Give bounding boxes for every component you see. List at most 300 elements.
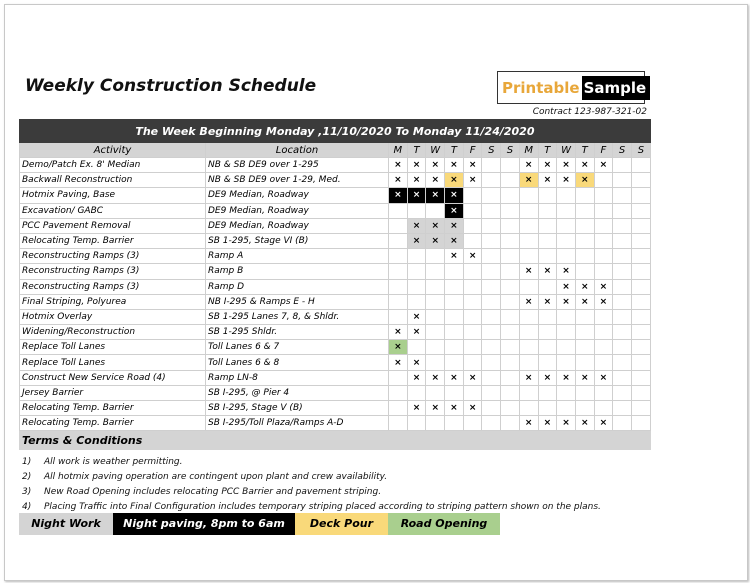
day-cell: [519, 203, 538, 218]
day-cell: [538, 355, 557, 370]
day-cell: [538, 233, 557, 248]
location-cell: SB I-295/Toll Plaza/Ramps A-D: [206, 416, 389, 431]
day-cell: [501, 294, 520, 309]
day-cell: ×: [389, 325, 408, 340]
day-cell: [575, 218, 594, 233]
day-cell: [575, 355, 594, 370]
day-cell: [613, 233, 632, 248]
day-column-header: W: [426, 143, 445, 158]
day-cell: [501, 233, 520, 248]
day-cell: [501, 264, 520, 279]
day-cell: ×: [407, 218, 426, 233]
day-cell: ×: [426, 401, 445, 416]
location-cell: Toll Lanes 6 & 8: [206, 355, 389, 370]
day-cell: ×: [463, 401, 482, 416]
day-cell: [575, 340, 594, 355]
day-cell: [445, 355, 464, 370]
day-cell: [389, 294, 408, 309]
table-row: [20, 401, 651, 416]
day-cell: [501, 385, 520, 400]
day-cell: ×: [519, 158, 538, 173]
activity-cell: Replace Toll Lanes: [20, 340, 206, 355]
day-cell: [501, 355, 520, 370]
day-cell: [613, 340, 632, 355]
day-column-header: S: [631, 143, 650, 158]
day-cell: [631, 158, 650, 173]
day-column-header: S: [613, 143, 632, 158]
day-cell: [613, 355, 632, 370]
day-cell: [538, 340, 557, 355]
activity-cell: Jersey Barrier: [20, 385, 206, 400]
column-header-row: [20, 143, 651, 158]
day-cell: [594, 355, 613, 370]
day-cell: [594, 340, 613, 355]
day-cell: [519, 249, 538, 264]
day-cell: [389, 249, 408, 264]
day-cell: [613, 401, 632, 416]
day-column-header: T: [445, 143, 464, 158]
day-cell: [575, 309, 594, 324]
day-cell: [482, 264, 501, 279]
terms-item-number: 4): [22, 502, 32, 512]
day-cell: [463, 279, 482, 294]
day-cell: [519, 188, 538, 203]
day-cell: [519, 279, 538, 294]
day-cell: [613, 416, 632, 431]
day-cell: ×: [445, 249, 464, 264]
day-cell: [557, 249, 576, 264]
day-cell: [631, 294, 650, 309]
day-cell: [482, 401, 501, 416]
day-cell: [426, 264, 445, 279]
day-cell: [519, 325, 538, 340]
location-cell: SB 1-295 Shldr.: [206, 325, 389, 340]
location-cell: DE9 Median, Roadway: [206, 218, 389, 233]
contract-number: Contract 123-987-321-02: [532, 107, 647, 117]
day-cell: [557, 401, 576, 416]
day-cell: [389, 385, 408, 400]
day-cell: [501, 158, 520, 173]
day-cell: ×: [426, 233, 445, 248]
day-cell: ×: [594, 279, 613, 294]
day-cell: [613, 325, 632, 340]
day-cell: ×: [426, 173, 445, 188]
location-cell: NB & SB DE9 over 1-29, Med.: [206, 173, 389, 188]
day-column-header: M: [519, 143, 538, 158]
activity-cell: Relocating Temp. Barrier: [20, 416, 206, 431]
day-cell: [407, 203, 426, 218]
day-cell: [631, 188, 650, 203]
day-cell: [613, 294, 632, 309]
day-cell: ×: [407, 325, 426, 340]
day-cell: [482, 294, 501, 309]
day-cell: [463, 203, 482, 218]
day-cell: [575, 203, 594, 218]
terms-item-text: All work is weather permitting.: [44, 457, 183, 467]
table-row: [20, 309, 651, 324]
day-cell: [575, 249, 594, 264]
day-cell: [557, 355, 576, 370]
table-row: [20, 416, 651, 431]
day-cell: [407, 385, 426, 400]
day-cell: ×: [389, 173, 408, 188]
activity-cell: Relocating Temp. Barrier: [20, 233, 206, 248]
day-cell: [519, 355, 538, 370]
day-cell: ×: [519, 294, 538, 309]
day-cell: ×: [407, 158, 426, 173]
table-row: [20, 355, 651, 370]
day-cell: [501, 188, 520, 203]
day-cell: [594, 173, 613, 188]
day-cell: [613, 173, 632, 188]
table-row: [20, 264, 651, 279]
day-cell: ×: [426, 158, 445, 173]
activity-cell: Hotmix Paving, Base: [20, 188, 206, 203]
day-cell: [557, 385, 576, 400]
day-cell: ×: [575, 158, 594, 173]
location-cell: Ramp A: [206, 249, 389, 264]
day-column-header: S: [501, 143, 520, 158]
day-cell: [501, 370, 520, 385]
day-cell: ×: [557, 294, 576, 309]
day-cell: [575, 233, 594, 248]
day-cell: ×: [445, 401, 464, 416]
day-cell: [613, 203, 632, 218]
day-cell: [445, 416, 464, 431]
day-cell: ×: [575, 173, 594, 188]
day-cell: [519, 309, 538, 324]
location-cell: DE9 Median, Roadway: [206, 188, 389, 203]
activity-cell: Demo/Patch Ex. 8' Median: [20, 158, 206, 173]
day-cell: [482, 416, 501, 431]
day-cell: [594, 385, 613, 400]
day-cell: [426, 340, 445, 355]
day-cell: [407, 294, 426, 309]
legend: [19, 513, 500, 535]
day-cell: [594, 325, 613, 340]
day-cell: [482, 325, 501, 340]
day-cell: [538, 385, 557, 400]
table-row: [20, 158, 651, 173]
day-cell: ×: [445, 158, 464, 173]
day-cell: [501, 218, 520, 233]
day-column-header: F: [463, 143, 482, 158]
day-cell: ×: [538, 370, 557, 385]
day-cell: [389, 233, 408, 248]
activity-column-header: Activity: [20, 143, 206, 158]
day-cell: [463, 218, 482, 233]
location-cell: SB I-295, @ Pier 4: [206, 385, 389, 400]
location-cell: Toll Lanes 6 & 7: [206, 340, 389, 355]
day-cell: [575, 385, 594, 400]
day-cell: [426, 385, 445, 400]
week-header: The Week Beginning Monday ,11/10/2020 To Monday 11/24/2020: [20, 120, 651, 143]
day-cell: ×: [594, 416, 613, 431]
activity-cell: Reconstructing Ramps (3): [20, 279, 206, 294]
day-cell: [426, 203, 445, 218]
day-cell: [407, 249, 426, 264]
legend-item: Deck Pour: [295, 513, 388, 535]
day-column-header: T: [575, 143, 594, 158]
day-cell: [631, 385, 650, 400]
day-cell: [463, 416, 482, 431]
day-cell: [463, 233, 482, 248]
table-row: [20, 370, 651, 385]
day-cell: ×: [557, 264, 576, 279]
day-cell: [501, 325, 520, 340]
legend-item: Road Opening: [388, 513, 500, 535]
day-cell: ×: [538, 173, 557, 188]
terms-item: [22, 485, 601, 500]
day-cell: [613, 188, 632, 203]
activity-cell: Reconstructing Ramps (3): [20, 264, 206, 279]
day-cell: [613, 264, 632, 279]
day-cell: [519, 340, 538, 355]
day-cell: [575, 325, 594, 340]
day-cell: ×: [557, 279, 576, 294]
day-column-header: S: [482, 143, 501, 158]
day-cell: [482, 370, 501, 385]
day-cell: ×: [426, 370, 445, 385]
day-cell: [631, 203, 650, 218]
day-cell: ×: [575, 416, 594, 431]
day-cell: ×: [538, 158, 557, 173]
schedule-body: [20, 158, 651, 431]
day-cell: [501, 203, 520, 218]
day-cell: [613, 218, 632, 233]
day-cell: [463, 340, 482, 355]
table-row: [20, 218, 651, 233]
day-cell: [501, 173, 520, 188]
day-cell: [594, 401, 613, 416]
day-cell: [389, 401, 408, 416]
day-cell: [538, 309, 557, 324]
day-cell: [519, 233, 538, 248]
location-cell: SB 1-295 Lanes 7, 8, & Shldr.: [206, 309, 389, 324]
location-cell: SB 1-295, Stage VI (B): [206, 233, 389, 248]
table-row: [20, 173, 651, 188]
day-cell: [631, 218, 650, 233]
day-cell: [519, 401, 538, 416]
day-cell: ×: [407, 355, 426, 370]
day-cell: [575, 188, 594, 203]
day-cell: ×: [426, 188, 445, 203]
day-cell: [482, 173, 501, 188]
day-cell: [613, 279, 632, 294]
location-cell: DE9 Median, Roadway: [206, 203, 389, 218]
day-cell: ×: [519, 173, 538, 188]
day-cell: ×: [519, 416, 538, 431]
day-cell: [426, 279, 445, 294]
activity-cell: PCC Pavement Removal: [20, 218, 206, 233]
printable-sample-logo: [497, 71, 645, 104]
day-cell: [445, 309, 464, 324]
day-cell: [389, 370, 408, 385]
day-cell: [426, 355, 445, 370]
day-cell: [575, 264, 594, 279]
table-row: [20, 233, 651, 248]
day-cell: [482, 355, 501, 370]
day-cell: ×: [463, 173, 482, 188]
day-cell: ×: [407, 233, 426, 248]
table-row: [20, 340, 651, 355]
day-cell: ×: [519, 370, 538, 385]
day-cell: [538, 325, 557, 340]
day-cell: [538, 279, 557, 294]
day-cell: [631, 401, 650, 416]
day-cell: [613, 309, 632, 324]
day-cell: [501, 416, 520, 431]
terms-item-number: 1): [22, 457, 32, 467]
day-cell: [482, 279, 501, 294]
terms-item-number: 2): [22, 472, 32, 482]
day-cell: [463, 294, 482, 309]
page-title: Weekly Construction Schedule: [25, 76, 317, 96]
location-cell: NB & SB DE9 over 1-295: [206, 158, 389, 173]
day-cell: ×: [575, 279, 594, 294]
day-cell: [426, 249, 445, 264]
location-cell: SB I-295, Stage V (B): [206, 401, 389, 416]
day-cell: ×: [575, 294, 594, 309]
day-cell: ×: [538, 416, 557, 431]
day-cell: ×: [463, 158, 482, 173]
day-cell: [389, 279, 408, 294]
location-cell: Ramp LN-8: [206, 370, 389, 385]
day-cell: ×: [538, 264, 557, 279]
day-cell: [389, 416, 408, 431]
day-cell: ×: [519, 264, 538, 279]
day-cell: [482, 309, 501, 324]
day-cell: [463, 309, 482, 324]
day-cell: ×: [407, 173, 426, 188]
day-cell: [407, 264, 426, 279]
day-column-header: F: [594, 143, 613, 158]
day-cell: [594, 218, 613, 233]
day-cell: ×: [389, 340, 408, 355]
activity-cell: Hotmix Overlay: [20, 309, 206, 324]
table-row: [20, 385, 651, 400]
day-cell: ×: [594, 370, 613, 385]
day-cell: [538, 401, 557, 416]
day-cell: [463, 385, 482, 400]
terms-item-text: New Road Opening includes relocating PCC Barrier and pavement striping.: [44, 487, 382, 497]
day-cell: ×: [575, 370, 594, 385]
day-cell: [482, 218, 501, 233]
day-cell: [389, 203, 408, 218]
day-cell: [482, 203, 501, 218]
day-column-header: T: [407, 143, 426, 158]
schedule-table: [19, 119, 651, 450]
day-cell: ×: [445, 218, 464, 233]
day-cell: [613, 370, 632, 385]
day-cell: [594, 309, 613, 324]
day-cell: [538, 249, 557, 264]
activity-cell: Widening/Reconstruction: [20, 325, 206, 340]
activity-cell: Final Striping, Polyurea: [20, 294, 206, 309]
day-cell: [557, 325, 576, 340]
day-cell: ×: [463, 370, 482, 385]
day-cell: [501, 249, 520, 264]
day-cell: [631, 309, 650, 324]
terms-item: [22, 455, 601, 470]
day-cell: ×: [389, 188, 408, 203]
day-cell: [631, 416, 650, 431]
day-cell: ×: [407, 188, 426, 203]
day-cell: [557, 203, 576, 218]
day-cell: [389, 309, 408, 324]
day-cell: ×: [557, 370, 576, 385]
day-cell: [557, 233, 576, 248]
activity-cell: Backwall Reconstruction: [20, 173, 206, 188]
day-cell: [389, 218, 408, 233]
terms-item-text: Placing Traffic into Final Configuration includes temporary striping placed according to striping pattern shown on the plans.: [44, 502, 601, 512]
day-cell: [538, 218, 557, 233]
table-row: [20, 203, 651, 218]
day-cell: ×: [407, 401, 426, 416]
day-cell: [631, 264, 650, 279]
day-cell: [575, 401, 594, 416]
location-column-header: Location: [206, 143, 389, 158]
day-cell: [501, 279, 520, 294]
day-cell: ×: [557, 158, 576, 173]
day-cell: ×: [557, 173, 576, 188]
day-cell: [519, 385, 538, 400]
day-cell: [631, 279, 650, 294]
day-cell: [482, 233, 501, 248]
table-row: [20, 249, 651, 264]
day-cell: [445, 340, 464, 355]
day-cell: ×: [557, 416, 576, 431]
day-cell: [557, 188, 576, 203]
day-cell: [594, 233, 613, 248]
table-row: [20, 294, 651, 309]
day-cell: [594, 203, 613, 218]
day-cell: [482, 188, 501, 203]
day-cell: [426, 416, 445, 431]
terms-item: [22, 470, 601, 485]
logo-text-printable: Printable: [502, 78, 580, 97]
day-cell: [463, 355, 482, 370]
day-cell: ×: [445, 203, 464, 218]
day-cell: ×: [538, 294, 557, 309]
day-cell: [445, 264, 464, 279]
day-cell: [501, 340, 520, 355]
day-cell: ×: [594, 294, 613, 309]
day-cell: [613, 158, 632, 173]
day-cell: [501, 309, 520, 324]
day-cell: [631, 355, 650, 370]
logo-text-sample: Sample: [582, 76, 651, 100]
day-cell: [426, 294, 445, 309]
day-cell: [631, 173, 650, 188]
day-cell: [463, 264, 482, 279]
day-cell: [594, 188, 613, 203]
day-cell: [426, 325, 445, 340]
day-cell: [538, 203, 557, 218]
day-cell: ×: [445, 370, 464, 385]
day-cell: [519, 218, 538, 233]
day-cell: ×: [389, 355, 408, 370]
day-column-header: T: [538, 143, 557, 158]
day-column-header: M: [389, 143, 408, 158]
day-cell: ×: [445, 233, 464, 248]
day-cell: [631, 249, 650, 264]
activity-cell: Reconstructing Ramps (3): [20, 249, 206, 264]
day-cell: [557, 218, 576, 233]
day-cell: [463, 188, 482, 203]
terms-list: [22, 455, 601, 515]
day-cell: ×: [445, 188, 464, 203]
